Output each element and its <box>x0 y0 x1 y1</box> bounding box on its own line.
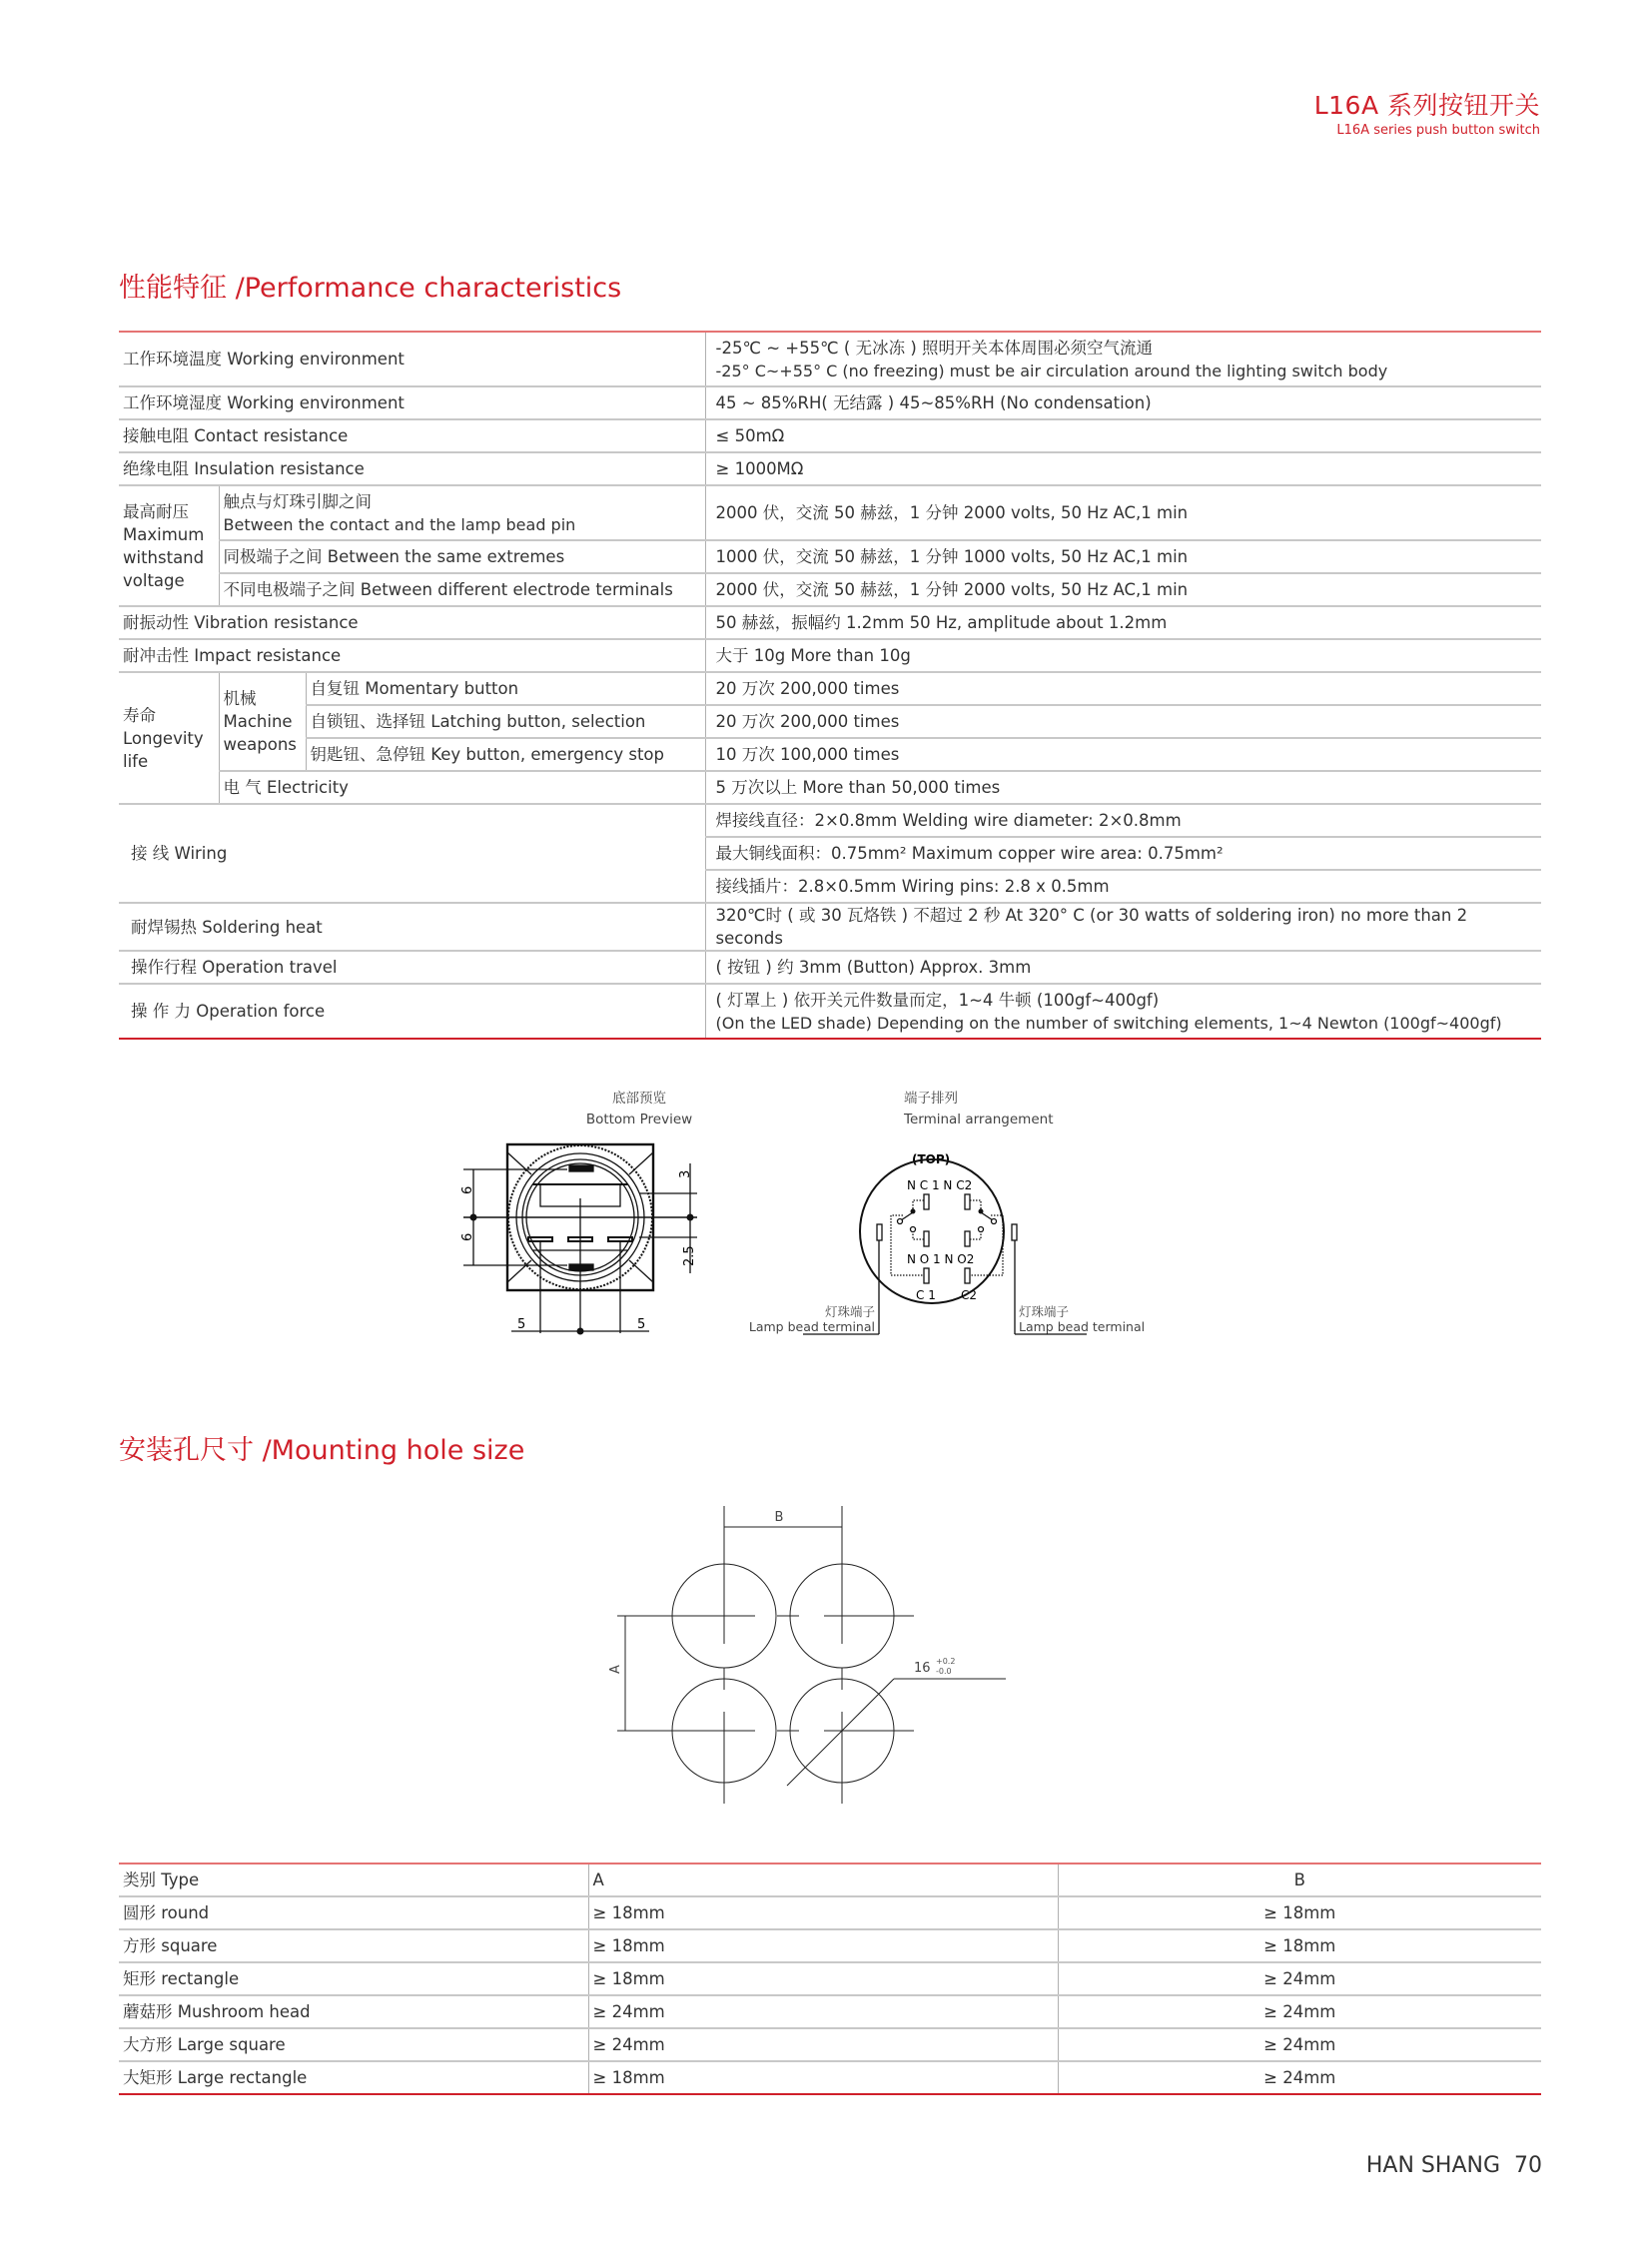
header-type: 类别 Type <box>119 1864 588 1896</box>
page-footer <box>1366 2153 1542 2178</box>
label-cn: 触点与灯珠引脚之间 <box>223 491 372 511</box>
group-label-en: Longevity life <box>123 728 204 771</box>
table-row <box>119 540 1541 573</box>
mounting-section-title: 安装孔尺寸 /Mounting hole size <box>119 1435 525 1466</box>
cell-type: 圆形 round <box>119 1896 588 1929</box>
row-value: 45 ~ 85%RH( 无结露 ) 45~85%RH (No condensation) <box>705 386 1541 419</box>
table-row <box>119 1929 1541 1962</box>
row-label: 操 作 力 Operation force <box>119 984 705 1039</box>
row-label: 耐振动性 Vibration resistance <box>119 606 705 639</box>
row-label: 绝缘电阻 Insulation resistance <box>119 452 705 485</box>
page-header-title: L16A 系列按钮开关 <box>1313 91 1540 120</box>
row-label: 接 线 Wiring <box>119 804 705 903</box>
row-label <box>219 485 705 540</box>
top-label: (TOP) <box>912 1152 951 1166</box>
lamp-label-left-en: Lamp bead terminal <box>748 1319 875 1334</box>
lamp-label-right-en: Lamp bead terminal <box>1019 1319 1146 1334</box>
table-row <box>119 419 1541 452</box>
table-row <box>119 771 1541 804</box>
table-row <box>119 2028 1541 2061</box>
cell-a: ≥ 18mm <box>588 2061 1058 2094</box>
row-label: 耐冲击性 Impact resistance <box>119 639 705 672</box>
table-header-row <box>119 1864 1541 1896</box>
value-line: -25° C~+55° C (no freezing) must be air circulation around the lighting switch body <box>715 361 1388 380</box>
row-label: 自锁钮、选择钮 Latching button, selection <box>306 705 705 738</box>
table-row <box>119 386 1541 419</box>
cell-type: 大方形 Large square <box>119 2028 588 2061</box>
cell-b: ≥ 24mm <box>1058 2061 1541 2094</box>
row-label: 同极端子之间 Between the same extremes <box>219 540 705 573</box>
page-number: 70 <box>1514 2153 1542 2178</box>
row-label: 钥匙钮、急停钮 Key button, emergency stop <box>306 738 705 771</box>
value-line: -25℃ ~ +55℃ ( 无冰冻 ) 照明开关本体周围必须空气流通 <box>715 338 1153 358</box>
terminal-c1: C 1 <box>916 1288 936 1302</box>
cell-a: ≥ 18mm <box>588 1962 1058 1995</box>
dim-label: 6 <box>460 1185 475 1194</box>
table-row <box>119 573 1541 606</box>
dim-label-b: B <box>774 1510 784 1525</box>
dim-label: 6 <box>460 1232 475 1241</box>
cell-b: ≥ 18mm <box>1058 1896 1541 1929</box>
header-a: A <box>588 1864 1058 1896</box>
dim-label-a: A <box>608 1665 623 1674</box>
table-row <box>119 1962 1541 1995</box>
row-value: ≥ 1000MΩ <box>705 452 1541 485</box>
lamp-label-right-cn: 灯珠端子 <box>1019 1304 1070 1319</box>
bottom-preview-caption <box>519 1089 759 1130</box>
row-value: 焊接线直径：2×0.8mm Welding wire diameter: 2×0.8mm <box>705 804 1541 837</box>
voltage-group-label <box>119 485 219 606</box>
cell-b: ≥ 24mm <box>1058 2028 1541 2061</box>
row-value: 大于 10g More than 10g <box>705 639 1541 672</box>
mounting-hole-diagram <box>579 1498 1039 1818</box>
row-label: 不同电极端子之间 Between different electrode terminals <box>219 573 705 606</box>
row-value: 50 赫兹，振幅约 1.2mm 50 Hz, amplitude about 1.2mm <box>705 606 1541 639</box>
row-label: 操作行程 Operation travel <box>119 951 705 984</box>
value-line: ( 灯罩上 ) 依开关元件数量而定，1~4 牛顿 (100gf~400gf) <box>715 990 1160 1010</box>
mounting-table <box>119 1863 1541 2095</box>
row-label: 工作环境湿度 Working environment <box>119 386 705 419</box>
row-label: 工作环境温度 Working environment <box>119 332 705 386</box>
cell-type: 蘑菇形 Mushroom head <box>119 1995 588 2028</box>
cell-a: ≥ 18mm <box>588 1896 1058 1929</box>
dim-label: 2.5 <box>682 1245 697 1266</box>
cell-type: 大矩形 Large rectangle <box>119 2061 588 2094</box>
table-row <box>119 639 1541 672</box>
table-row <box>119 705 1541 738</box>
bottom-preview-drawing <box>439 1138 699 1338</box>
row-value: 2000 伏，交流 50 赫兹，1 分钟 2000 volts, 50 Hz AC,1 min <box>705 573 1541 606</box>
row-value: ≤ 50mΩ <box>705 419 1541 452</box>
row-value: 320℃时 ( 或 30 瓦烙铁 ) 不超过 2 秒 At 320° C (or 30 watts of soldering iron) no more than 2 seconds <box>705 903 1541 951</box>
tolerance-plus: +0.2 <box>936 1657 956 1666</box>
footer-brand: HAN SHANG <box>1365 2153 1500 2178</box>
row-value: 20 万次 200,000 times <box>705 672 1541 705</box>
cell-a: ≥ 18mm <box>588 1929 1058 1962</box>
row-label: 自复钮 Momentary button <box>306 672 705 705</box>
cell-a: ≥ 24mm <box>588 1995 1058 2028</box>
row-value <box>705 984 1541 1039</box>
cell-type: 方形 square <box>119 1929 588 1962</box>
cell-a: ≥ 24mm <box>588 2028 1058 2061</box>
table-row <box>119 903 1541 951</box>
performance-table <box>119 331 1541 1040</box>
row-value: 2000 伏，交流 50 赫兹，1 分钟 2000 volts, 50 Hz AC,1 min <box>705 485 1541 540</box>
table-row <box>119 1896 1541 1929</box>
row-value: 1000 伏，交流 50 赫兹，1 分钟 1000 volts, 50 Hz AC,1 min <box>705 540 1541 573</box>
row-label: 耐焊锡热 Soldering heat <box>119 903 705 951</box>
row-value: 20 万次 200,000 times <box>705 705 1541 738</box>
performance-section-title: 性能特征 /Performance characteristics <box>119 273 622 304</box>
group-label-en: Maximum withstand voltage <box>123 524 205 590</box>
caption-en: Bottom Preview <box>585 1112 693 1127</box>
row-label: 电 气 Electricity <box>219 771 705 804</box>
tolerance-minus: -0.0 <box>936 1667 952 1676</box>
terminal-caption <box>904 1089 1054 1130</box>
table-row <box>119 606 1541 639</box>
table-row <box>119 452 1541 485</box>
page-header-subtitle: L16A series push button switch <box>1336 123 1540 138</box>
value-line: (On the LED shade) Depending on the number of switching elements, 1~4 Newton (100gf~400gf) <box>715 1013 1502 1033</box>
machine-label-en: Machine weapons <box>223 712 297 754</box>
lamp-label-left-cn: 灯珠端子 <box>824 1304 875 1319</box>
table-row <box>119 2061 1541 2094</box>
row-value: 5 万次以上 More than 50,000 times <box>705 771 1541 804</box>
row-value: 10 万次 100,000 times <box>705 738 1541 771</box>
cell-b: ≥ 18mm <box>1058 1929 1541 1962</box>
longevity-group-label <box>119 672 219 804</box>
terminal-arrangement-drawing <box>729 1138 1159 1348</box>
dim-label: 5 <box>637 1317 646 1332</box>
caption-en: Terminal arrangement <box>904 1112 1054 1127</box>
table-row <box>119 485 1541 540</box>
table-row <box>119 804 1541 837</box>
caption-cn: 底部预览 <box>612 1091 666 1107</box>
table-row <box>119 738 1541 771</box>
row-value <box>705 332 1541 386</box>
terminal-row-nc: N C 1 N C2 <box>907 1178 973 1192</box>
terminal-c2: C2 <box>961 1288 978 1302</box>
header-b: B <box>1058 1864 1541 1896</box>
table-row <box>119 672 1541 705</box>
row-value: 最大铜线面积：0.75mm² Maximum copper wire area: 0.75mm² <box>705 837 1541 870</box>
table-row <box>119 332 1541 386</box>
dim-label: 5 <box>517 1317 526 1332</box>
row-value: 接线插片：2.8×0.5mm Wiring pins: 2.8 x 0.5mm <box>705 870 1541 903</box>
cell-type: 矩形 rectangle <box>119 1962 588 1995</box>
row-value: ( 按钮 ) 约 3mm (Button) Approx. 3mm <box>705 951 1541 984</box>
label-en: Between the contact and the lamp bead pin <box>223 514 576 534</box>
group-label-cn: 最高耐压 <box>123 501 189 521</box>
table-row <box>119 984 1541 1039</box>
table-row <box>119 951 1541 984</box>
row-label: 接触电阻 Contact resistance <box>119 419 705 452</box>
table-row <box>119 1995 1541 2028</box>
diameter-label: 16 <box>914 1661 931 1676</box>
terminal-row-no: N O 1 N O2 <box>907 1252 975 1266</box>
group-label-cn: 寿命 <box>123 705 156 725</box>
dim-label: 3 <box>678 1169 693 1178</box>
cell-b: ≥ 24mm <box>1058 1995 1541 2028</box>
cell-b: ≥ 24mm <box>1058 1962 1541 1995</box>
machine-label-cn: 机械 <box>223 689 257 708</box>
machine-label <box>219 672 306 771</box>
caption-cn: 端子排列 <box>904 1091 958 1107</box>
